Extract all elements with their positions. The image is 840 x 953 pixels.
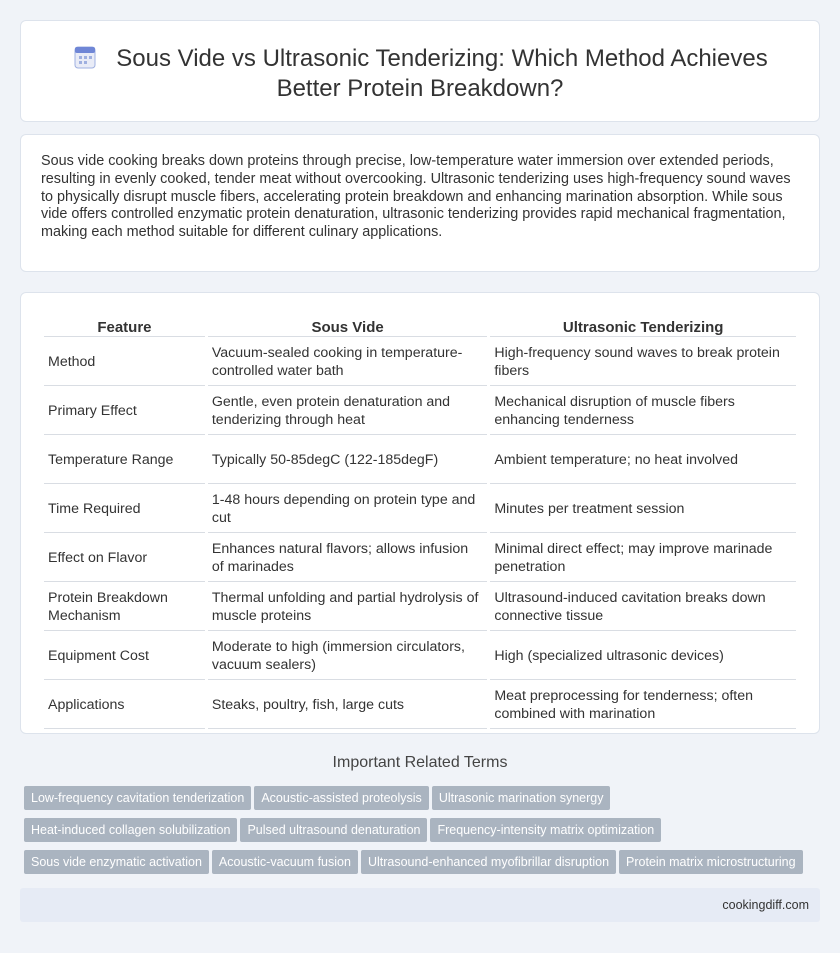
intro-card (20, 134, 820, 272)
related-term-tag[interactable]: Acoustic-vacuum fusion (212, 850, 358, 874)
feature-cell: Protein Breakdown Mechanism (44, 584, 205, 631)
related-term-tag[interactable]: Protein matrix microstructuring (619, 850, 803, 874)
related-term-tag[interactable]: Low-frequency cavitation tenderization (24, 786, 251, 810)
feature-cell: Temperature Range (44, 437, 205, 484)
related-terms-heading: Important Related Terms (332, 754, 508, 771)
footer-site-link[interactable]: cookingdiff.com (722, 898, 809, 912)
table-row (44, 388, 796, 435)
related-term-tag[interactable]: Frequency-intensity matrix optimization (430, 818, 661, 842)
sous-vide-cell: Thermal unfolding and partial hydrolysis of muscle proteins (208, 584, 487, 631)
sous-vide-cell: Enhances natural flavors; allows infusion of marinades (208, 535, 487, 582)
sous-vide-cell: Steaks, poultry, fish, large cuts (208, 682, 487, 729)
feature-cell: Effect on Flavor (44, 535, 205, 582)
table-row (44, 437, 796, 484)
related-term-tag[interactable]: Heat-induced collagen solubilization (24, 818, 237, 842)
sous-vide-cell: 1-48 hours depending on protein type and cut (208, 486, 487, 533)
feature-cell: Method (44, 339, 205, 386)
header-feature: Feature (44, 315, 205, 337)
ultrasonic-cell: Minimal direct effect; may improve marinade penetration (490, 535, 796, 582)
table-row (44, 682, 796, 729)
ultrasonic-cell: Ultrasound-induced cavitation breaks down connective tissue (490, 584, 796, 631)
feature-cell: Time Required (44, 486, 205, 533)
comparison-card (20, 292, 820, 734)
document-icon (72, 44, 98, 70)
table-row (44, 339, 796, 386)
sous-vide-cell: Moderate to high (immersion circulators, vacuum sealers) (208, 633, 487, 680)
ultrasonic-cell: Minutes per treatment session (490, 486, 796, 533)
related-term-tag[interactable]: Pulsed ultrasound denaturation (240, 818, 427, 842)
title-card (20, 20, 820, 122)
ultrasonic-cell: Mechanical disruption of muscle fibers enhancing tenderness (490, 388, 796, 435)
header-ultrasonic: Ultrasonic Tenderizing (490, 315, 796, 337)
footer (20, 888, 820, 922)
related-term-tag[interactable]: Ultrasonic marination synergy (432, 786, 611, 810)
sous-vide-cell: Gentle, even protein denaturation and tenderizing through heat (208, 388, 487, 435)
table-row (44, 486, 796, 533)
related-term-tag[interactable]: Ultrasound-enhanced myofibrillar disruption (361, 850, 616, 874)
ultrasonic-cell: High (specialized ultrasonic devices) (490, 633, 796, 680)
feature-cell: Primary Effect (44, 388, 205, 435)
related-term-tag[interactable]: Sous vide enzymatic activation (24, 850, 209, 874)
feature-cell: Equipment Cost (44, 633, 205, 680)
related-terms-tags (24, 786, 824, 882)
ultrasonic-cell: High-frequency sound waves to break protein fibers (490, 339, 796, 386)
sous-vide-cell: Typically 50-85degC (122-185degF) (208, 437, 487, 484)
header-sous-vide: Sous Vide (208, 315, 487, 337)
table-row (44, 535, 796, 582)
feature-cell: Applications (44, 682, 205, 729)
table-row (44, 584, 796, 631)
ultrasonic-cell: Meat preprocessing for tenderness; often combined with marination (490, 682, 796, 729)
intro-text: Sous vide cooking breaks down proteins through precise, low-temperature water immersion over extended periods, resulting in evenly cooked, tender meat without overcooking. Ultrasonic tenderizing uses high-frequency sound waves to physically disrupt muscle fibers, accelerating protein breakdown and enhancing marination absorption. While sous vide offers controlled enzymatic protein denaturation, ultrasonic tenderizing provides rapid mechanical fragmentation, making each method suitable for different culinary applications. (41, 153, 791, 241)
table-header-row (44, 315, 796, 337)
related-term-tag[interactable]: Acoustic-assisted proteolysis (254, 786, 428, 810)
page-title: Sous Vide vs Ultrasonic Tenderizing: Which Method Achieves Better Protein Breakdown? (116, 45, 768, 102)
comparison-table (41, 313, 799, 731)
ultrasonic-cell: Ambient temperature; no heat involved (490, 437, 796, 484)
table-row (44, 633, 796, 680)
sous-vide-cell: Vacuum-sealed cooking in temperature-controlled water bath (208, 339, 487, 386)
